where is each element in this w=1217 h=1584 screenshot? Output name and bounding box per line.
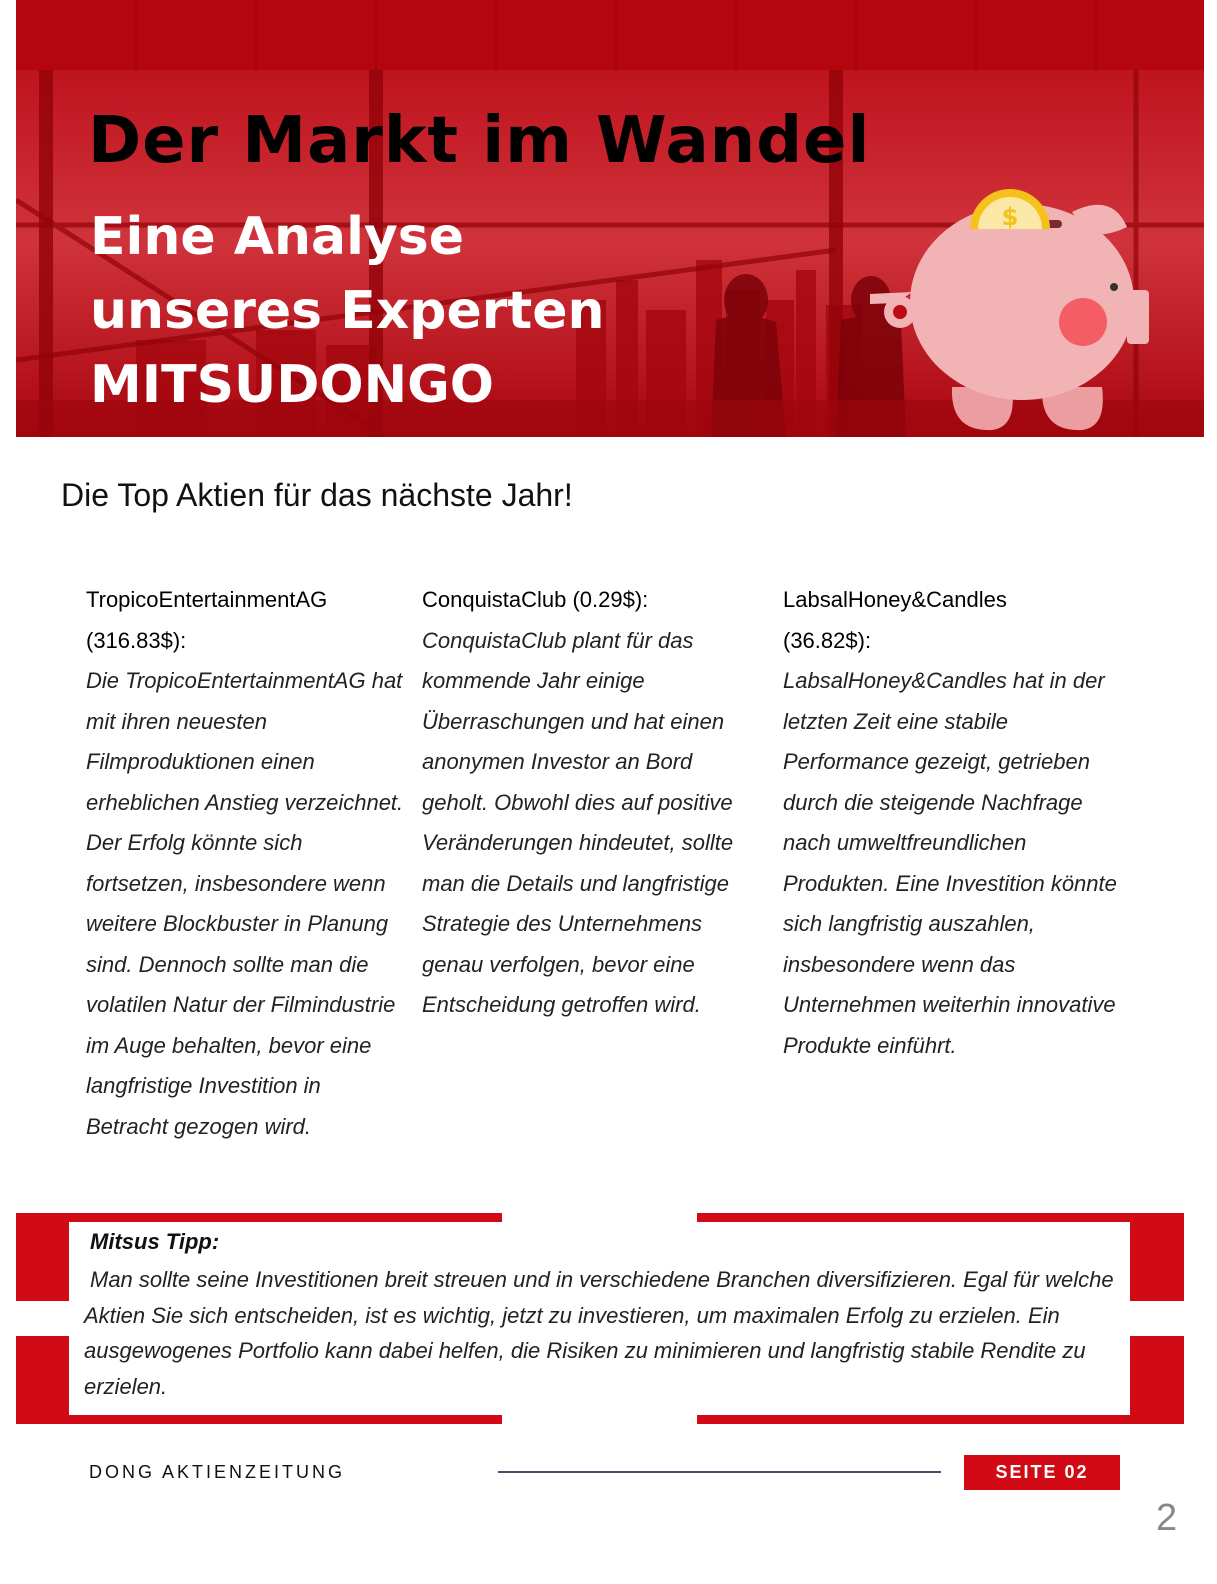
stock-price: (36.82$):: [783, 627, 872, 653]
stock-description: LabsalHoney&Candles hat in der letzten Zeit eine stabile Performance gezeigt, getrieben durch die steigende Nachfrage nach umweltfreundlichen Produkten. Eine Investition könnte sich langfristig auszahlen, insbesondere wenn das Unternehmen weiterhin innovative Produkte einführt.: [783, 668, 1117, 1058]
stock-column-3: [783, 580, 1123, 1066]
tip-bar-bottom-left: [16, 1415, 502, 1424]
tip-bar-right-lower: [1130, 1336, 1184, 1424]
hero-subtitle: [90, 200, 605, 422]
tip-bar-bottom-right: [697, 1415, 1184, 1424]
section-heading: Die Top Aktien für das nächste Jahr!: [61, 477, 573, 513]
hero-subtitle-line-3: MITSUDONGO: [90, 355, 495, 415]
stock-description: ConquistaClub plant für das kommende Jahr einige Überraschungen und hat einen anonymen Investor an Bord geholt. Obwohl dies auf positive Veränderungen hindeutet, sollte man die Details und langfristige Strategie des Unternehmens genau verfolgen, bevor eine Entscheidung getroffen wird.: [422, 627, 734, 1017]
tip-text: Man sollte seine Investitionen breit streuen und in verschiedene Branchen diversifizieren. Egal für welche Aktien Sie sich entscheiden, ist es wichtig, jetzt zu investieren, um maximalen Erfolg zu erzielen. Ein ausgewogenes Portfolio kann dabei helfen, die Risiken zu minimieren und langfristig stabile Rendite zu erzielen.: [84, 1267, 1114, 1399]
stock-column-2: [422, 580, 762, 1026]
stock-heading: [86, 580, 406, 661]
footer-divider: [498, 1471, 941, 1473]
coin-icon: [966, 183, 1054, 233]
stock-heading: [422, 580, 762, 621]
tip-bar-top-left: [16, 1213, 502, 1222]
stock-name: LabsalHoney&Candles: [783, 587, 1007, 612]
tip-bar-top-right: [697, 1213, 1184, 1222]
footer-publication: DONG AKTIENZEITUNG: [89, 1462, 346, 1482]
stock-description: Die TropicoEntertainmentAG hat mit ihren neuesten Filmproduktionen einen erheblichen Anstieg verzeichnet. Der Erfolg könnte sich fortsetzen, insbesondere wenn weitere Blockbuster in Planung sind. Dennoch sollte man die volatilen Natur der Filmindustrie im Auge behalten, bevor eine langfristige Investition in Betracht gezogen wird.: [86, 668, 404, 1139]
page-number: 2: [1156, 1497, 1178, 1539]
hero-title: Der Markt im Wandel: [88, 104, 871, 178]
stock-name: ConquistaClub: [422, 587, 567, 612]
hero-subtitle-line-2: unseres Experten: [90, 281, 605, 341]
tip-title: Mitsus Tipp:: [90, 1229, 220, 1254]
page-label-badge: SEITE 02: [964, 1455, 1120, 1490]
tip-bar-left-lower: [16, 1336, 69, 1424]
stock-price: (0.29$):: [572, 587, 649, 612]
stock-name: TropicoEntertainmentAG: [86, 587, 328, 612]
tip-bar-right-upper: [1130, 1213, 1184, 1301]
hero-subtitle-line-1: Eine Analyse: [90, 207, 465, 267]
stock-price: (316.83$):: [86, 627, 187, 653]
stock-heading: [783, 580, 1123, 661]
coin-symbol: $: [1001, 203, 1019, 231]
tip-bar-left-upper: [16, 1213, 69, 1301]
stock-column-1: [86, 580, 406, 1147]
hero-banner: [16, 0, 1204, 437]
